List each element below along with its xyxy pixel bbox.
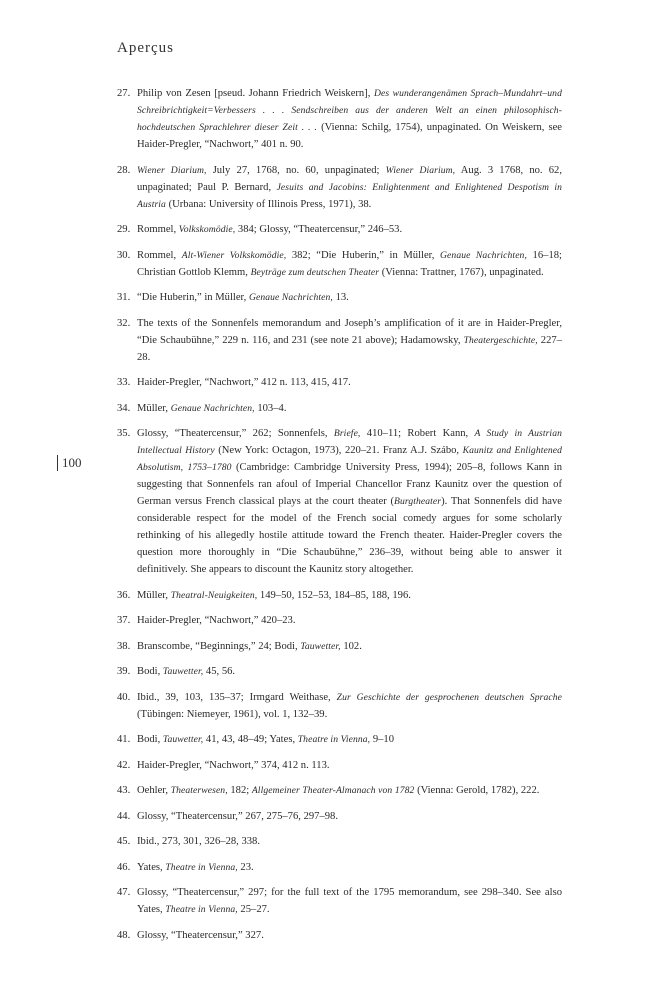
- citation-text: Philip von Zesen [pseud. Johann Friedrich Weiskern],: [137, 88, 374, 99]
- endnote-number: 41.: [117, 734, 131, 745]
- endnote-number: 36.: [117, 589, 131, 601]
- citation-text: Oehler,: [137, 785, 171, 796]
- endnote-number: 46.: [117, 861, 131, 873]
- endnote-number: 37.: [117, 615, 131, 626]
- endnote-number: 29.: [117, 224, 131, 235]
- citation-text: (Vienna: Gerold, 1782), 222.: [414, 785, 540, 796]
- endnote: [117, 425, 562, 578]
- citation-text: (Urbana: University of Illinois Press, 1971), 38.: [165, 198, 372, 210]
- endnote: [117, 315, 562, 366]
- italic-title-text: Briefe,: [333, 428, 361, 439]
- endnote: [117, 689, 562, 723]
- citation-text: Bodi,: [137, 734, 163, 745]
- citation-text: 182;: [227, 785, 252, 796]
- italic-title-text: Jesuits and Jacobins: Enlightenment and Enlightened Despotism in Austria: [137, 181, 563, 210]
- endnote: [117, 884, 562, 918]
- italic-title-text: Wiener Diarium,: [385, 164, 456, 176]
- citation-text: 45, 56.: [203, 666, 236, 677]
- endnote-number: 40.: [117, 691, 131, 703]
- citation-text: Ibid., 39, 103, 135–37; Irmgard Weithase,: [137, 691, 337, 703]
- italic-title-text: Genaue Nachrichten,: [248, 292, 333, 303]
- italic-title-text: Beyträge zum deutschen Theater: [250, 266, 380, 278]
- citation-text: The texts of the Sonnenfels memorandum and Joseph’s amplification of it are in Haider-Pregler, “Die Schaubühne,” 229 n. 116, and 231 (see note 21 above); Hadamowsky,: [137, 317, 562, 346]
- citation-text: 9–10: [370, 734, 395, 745]
- endnote: [117, 757, 562, 774]
- italic-title-text: Tauwetter,: [162, 734, 204, 745]
- italic-title-text: Allgemeiner Theater-Almanach von 1782: [251, 785, 415, 796]
- citation-text: Yates,: [137, 861, 166, 873]
- italic-title-text: A Study in Austrian Intellectual History: [137, 428, 562, 456]
- citation-text: Glossy, “Theatercensur,” 327.: [137, 929, 264, 941]
- endnote: [117, 663, 562, 680]
- italic-title-text: Genaue Nachrichten,: [440, 249, 527, 261]
- italic-title-text: Alt-Wiener Volkskomödie,: [181, 249, 287, 261]
- endnote-number: 48.: [117, 929, 131, 941]
- italic-title-text: Theatergeschichte,: [463, 334, 538, 346]
- italic-title-text: Genaue Nachrichten,: [170, 402, 255, 414]
- italic-title-text: Theaterwesen,: [170, 785, 228, 796]
- endnote: [117, 221, 562, 238]
- endnote-number: 34.: [117, 402, 131, 414]
- citation-text: 25–27.: [237, 904, 270, 915]
- citation-text: 13.: [332, 292, 349, 303]
- running-head: Aperçus: [117, 40, 174, 56]
- citation-text: Müller,: [137, 402, 171, 414]
- citation-text: (Vienna: Schilg, 1754), unpaginated. On Weiskern, see Haider-Pregler, “Nachwort,” 401 n. 90.: [137, 122, 562, 150]
- endnote-number: 38.: [117, 640, 131, 652]
- citation-text: (Cambridge: Cambridge University Press, 1994); 205–8, follows Kann in suggesting that Sonnenfels ran afoul of Imperial Chancellor Franz Kaunitz over the question of German versus French classical plays at the court theater (: [137, 462, 562, 507]
- citation-text: ). That Sonnenfels did have considerable respect for the model of the French social comedy argues for some scholarly rethinking of his allegedly hostile attitude toward the French theater. Haider-Pregler covers the question more thoroughly in “Die Schaubühne,” 236–39, without being able to answer it definitively. She appears to discount the Kaunitz story altogether.: [137, 496, 563, 575]
- citation-text: Branscombe, “Beginnings,” 24; Bodi,: [137, 640, 301, 652]
- italic-title-text: Theatre in Vienna,: [165, 904, 238, 915]
- endnote-number: 42.: [117, 759, 131, 771]
- citation-text: 227–28.: [137, 334, 562, 363]
- italic-title-text: Wiener Diarium,: [137, 164, 207, 176]
- endnote-number: 39.: [117, 666, 131, 677]
- endnote: [117, 638, 562, 655]
- italic-title-text: Tauwetter,: [300, 640, 341, 652]
- citation-text: Haider-Pregler, “Nachwort,” 374, 412 n. 113.: [137, 759, 330, 771]
- italic-title-text: Burgtheater: [394, 496, 442, 507]
- endnote-number: 47.: [117, 887, 131, 898]
- citation-text: (Tübingen: Niemeyer, 1961), vol. 1, 132–39.: [137, 708, 328, 720]
- citation-text: (New York: Octagon, 1973), 220–21. Franz A.J. Szábo,: [214, 445, 463, 456]
- citation-text: Müller,: [137, 589, 171, 601]
- endnote: [117, 247, 562, 281]
- endnote: [117, 85, 562, 153]
- endnote-number: 44.: [117, 810, 131, 822]
- endnote-number: 35.: [117, 428, 131, 439]
- citation-text: Ibid., 273, 301, 326–28, 338.: [137, 836, 261, 847]
- citation-text: Glossy, “Theatercensur,” 267, 275–76, 297–98.: [137, 810, 339, 822]
- citation-text: 382; “Die Huberin,” in Müller,: [286, 249, 441, 261]
- endnote-number: 28.: [117, 164, 131, 176]
- endnotes-list: [117, 85, 562, 952]
- citation-text: Glossy, “Theatercensur,” 297; for the full text of the 1795 memorandum, see 298–340. See also Yates,: [137, 887, 562, 915]
- italic-title-text: Volkskomödie,: [178, 224, 236, 235]
- citation-text: 16–18; Christian Gottlob Klemm,: [137, 249, 562, 278]
- citation-text: Haider-Pregler, “Nachwort,” 420–23.: [137, 615, 296, 626]
- page-number: 100: [57, 455, 82, 471]
- citation-text: 102.: [340, 640, 362, 652]
- citation-text: Aug. 3 1768, no. 62, unpaginated; Paul P. Bernard,: [137, 164, 562, 193]
- italic-title-text: Theatre in Vienna,: [165, 861, 238, 873]
- endnote: [117, 162, 562, 213]
- endnote: [117, 808, 562, 825]
- endnote-number: 32.: [117, 317, 131, 329]
- endnote: [117, 400, 562, 417]
- citation-text: Glossy, “Theatercensur,” 262; Sonnenfels,: [137, 428, 334, 439]
- italic-title-text: Theatral-Neuigkeiten,: [170, 589, 258, 601]
- endnote: [117, 927, 562, 944]
- endnote: [117, 612, 562, 629]
- italic-title-text: Theatre in Vienna,: [297, 734, 371, 745]
- italic-title-text: Kaunitz and Enlightened Absolutism, 1753–1780: [137, 445, 562, 473]
- endnote: [117, 859, 562, 876]
- citation-text: Bodi,: [137, 666, 163, 677]
- citation-text: Haider-Pregler, “Nachwort,” 412 n. 113, 415, 417.: [137, 377, 351, 388]
- citation-text: 41, 43, 48–49; Yates,: [203, 734, 298, 745]
- italic-title-text: Tauwetter,: [162, 666, 204, 677]
- citation-text: 103–4.: [254, 402, 287, 414]
- endnote: [117, 782, 562, 799]
- citation-text: Rommel,: [137, 224, 179, 235]
- italic-title-text: Zur Geschichte der gesprochenen deutschen Sprache: [336, 691, 563, 703]
- citation-text: “Die Huberin,” in Müller,: [137, 292, 249, 303]
- endnote: [117, 374, 562, 391]
- endnote-number: 30.: [117, 249, 131, 261]
- endnote: [117, 587, 562, 604]
- citation-text: (Vienna: Trattner, 1767), unpaginated.: [379, 266, 544, 278]
- citation-text: 384; Glossy, “Theatercensur,” 246–53.: [235, 224, 403, 235]
- endnote-number: 45.: [117, 836, 131, 847]
- italic-title-text: Des wunderangenämen Sprach–Mundahrt–und Schreibrichtigkeit=Verbessers . . . Sendschreiben aus der anderen Welt an einen philosophisch-hochdeutschen Sprachlehrer dieser Zeit . . .: [137, 88, 562, 133]
- citation-text: 23.: [237, 861, 254, 873]
- endnote: [117, 289, 562, 306]
- endnote-number: 27.: [117, 88, 131, 99]
- endnote-number: 33.: [117, 377, 131, 388]
- citation-text: July 27, 1768, no. 60, unpaginated;: [206, 164, 386, 176]
- citation-text: Rommel,: [137, 249, 182, 261]
- endnote: [117, 833, 562, 850]
- endnote-number: 31.: [117, 292, 131, 303]
- endnote-number: 43.: [117, 785, 131, 796]
- endnote: [117, 731, 562, 748]
- citation-text: 149–50, 152–53, 184–85, 188, 196.: [257, 589, 411, 601]
- citation-text: 410–11; Robert Kann,: [360, 428, 475, 439]
